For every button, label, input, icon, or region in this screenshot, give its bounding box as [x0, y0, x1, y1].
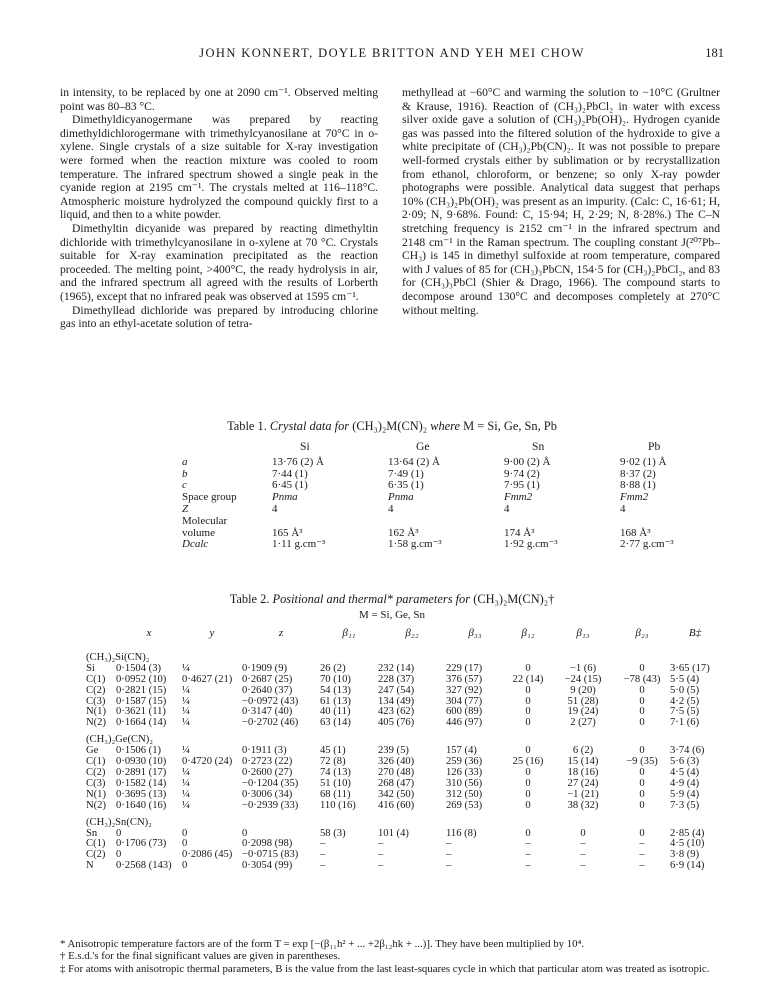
table2-cell: 228 (37) [378, 673, 415, 685]
table1-col-header-label: Si [300, 440, 310, 453]
table1-cell-value: 9·02 (1) Å [620, 455, 667, 468]
table2-cell: 58 (3) [320, 827, 346, 839]
table2-cell: 5·9 (4) [670, 788, 700, 800]
table2-cell: 157 (4) [446, 745, 477, 757]
table2-cell: 2 (27) [570, 717, 596, 729]
table1-col-header [620, 441, 736, 457]
table2-cell: N(2) [86, 717, 107, 729]
table1-col-header-label: Sn [532, 440, 545, 453]
table2-cell: 0 [116, 849, 122, 861]
table2-cell: 134 (49) [378, 695, 415, 707]
table2-cell: – [378, 838, 384, 850]
table2-cell: – [378, 860, 384, 872]
table2-caption-prefix: Table 2. [229, 592, 273, 606]
table2-cell: 0·3621 (11) [116, 706, 166, 718]
table2-cell: 4·5 (10) [670, 838, 705, 850]
table2-cell: 0·4627 (21) [182, 673, 233, 685]
footnote: † E.s.d.'s for the final significant values are given in parentheses. [60, 950, 341, 963]
table2-cell: 446 (97) [446, 717, 483, 729]
table2-cell: ¼ [182, 788, 190, 800]
table1-col-header [504, 441, 620, 457]
table2-cell: 4·2 (5) [670, 695, 700, 707]
table1-col-header [388, 441, 504, 457]
crystal-data-table [182, 441, 736, 551]
table2-cell: 7·5 (5) [670, 706, 700, 718]
table2-cell: 0·2086 (45) [182, 849, 233, 861]
table1-cell-value: Pnma [388, 491, 414, 504]
table1-cell [388, 492, 504, 504]
table2-cell: 0 [639, 766, 645, 778]
table1-cell-value: 7·49 (1) [388, 467, 424, 480]
table2-cell: 326 (40) [378, 756, 415, 768]
table2-cell: 22 (14) [512, 673, 544, 685]
table1-cell-value: 7·95 (1) [504, 479, 540, 492]
table2-cell: – [639, 849, 645, 861]
table2-cell: N(1) [86, 788, 107, 800]
table2-header-row [86, 628, 720, 647]
table2-cell: N(2) [86, 799, 107, 811]
table2-cell: 0 [639, 827, 645, 839]
table2-row [86, 801, 720, 812]
table2-cell: ¼ [182, 777, 190, 789]
table1-cell-value: 1·11 g.cm⁻³ [272, 538, 326, 551]
table2-caption [60, 592, 724, 607]
table2-cell: 2·85 (4) [670, 827, 705, 839]
paragraph: Dimethyllead dichloride was prepared by introducing chlorine gas into an ethyl-acetate solution of tetra- [60, 303, 378, 331]
paragraph: in intensity, to be replaced by one at 2090 cm⁻¹. Observed melting point was 80–83 °C. [60, 86, 378, 113]
table2-cell: 600 (89) [446, 706, 483, 718]
table2-cell: ¼ [182, 706, 190, 718]
table2-cell: 72 (8) [320, 756, 346, 768]
table1-cell-value: 9·74 (2) [504, 467, 540, 480]
table1-cell-value: 9·00 (2) Å [504, 455, 551, 468]
table1-cell-value: 13·76 (2) Å [272, 455, 324, 468]
table2-cell: C(2) [86, 766, 106, 778]
table2-col-header: β₁₂ [521, 627, 535, 639]
table1-row-label-text: a [182, 455, 188, 468]
table2-cell: 4·9 (4) [670, 777, 700, 789]
table1-row-label-text: volume [182, 526, 215, 539]
running-title: JOHN KONNERT, DOYLE BRITTON AND YEH MEI CHOW [199, 46, 585, 60]
table1-row-label-text: Dcalc [182, 538, 209, 551]
table2-cell: 74 (13) [320, 766, 351, 778]
table2-cell: – [446, 838, 452, 850]
table1-cell-value: 2·77 g.cm⁻³ [620, 538, 674, 551]
table1-caption-italic: Crystal data for [269, 419, 353, 433]
table2-group-title: (CH₃)₂Sn(CN)₂ [86, 816, 152, 828]
table1-row [182, 539, 736, 551]
table2-cell: ¼ [182, 766, 190, 778]
table2-cell: C(1) [86, 838, 106, 850]
table1-cell-value: 4 [272, 502, 278, 515]
table1-cell-value: 1·58 g.cm⁻³ [388, 538, 442, 551]
table2-cell: 3·74 (6) [670, 745, 705, 757]
table2-cell: – [580, 860, 586, 872]
table2-cell: 116 (8) [446, 827, 477, 839]
table2-col-header: β₁₁ [342, 627, 356, 639]
positional-parameters-table [86, 628, 720, 872]
table2-cell: 259 (36) [446, 756, 483, 768]
table2-cell: 0 [525, 695, 531, 707]
table2-group-title: (CH₃)₂Si(CN)₂ [86, 651, 150, 663]
table2-cell: 18 (16) [567, 766, 599, 778]
table2-row [86, 686, 720, 697]
table2-cell: 0 [639, 706, 645, 718]
table2-cell: – [525, 849, 531, 861]
table2-cell: 0·2640 (37) [242, 684, 293, 696]
table2-cell: 110 (16) [320, 799, 356, 811]
table2-cell: 101 (4) [378, 827, 409, 839]
table2-cell: 0 [182, 827, 188, 839]
table2-group-row [86, 812, 720, 829]
table2-col-header: β₃₃ [468, 627, 482, 639]
table2-cell: −0·2702 (46) [242, 717, 299, 729]
table1-row [182, 492, 736, 504]
table2-cell: – [580, 849, 586, 861]
table2-cell: – [320, 838, 326, 850]
table2-cell: – [639, 860, 645, 872]
table1-row [182, 504, 736, 516]
table2-cell: 51 (28) [567, 695, 599, 707]
table1-cell [620, 504, 736, 516]
table1-cell [272, 492, 388, 504]
table2-col-header: β₁₃ [576, 627, 590, 639]
table2-cell: 304 (77) [446, 695, 483, 707]
footnote: ‡ For atoms with anisotropic thermal parameters, B is the value from the last least-squares cycle in which that particular atom was treated as isotropic. [60, 962, 710, 975]
table2-cell: 25 (16) [512, 756, 544, 768]
table2-cell: ¼ [182, 717, 190, 729]
table1-cell-value: 8·37 (2) [620, 467, 656, 480]
table2-cell: 269 (53) [446, 799, 483, 811]
table1-col-header [272, 441, 388, 457]
table1-cell-value: 174 Å³ [504, 526, 535, 539]
table2-cell: 0 [639, 745, 645, 757]
table1-caption [60, 419, 724, 434]
table1-cell-value: Fmm2 [504, 491, 533, 504]
table1-row-label [182, 492, 272, 504]
table2-cell: 68 (11) [320, 788, 351, 800]
table2-cell: 0·1911 (3) [242, 745, 287, 757]
table2-cell: 0·2723 (22) [242, 756, 293, 768]
table1-row-label-text: Space group [182, 491, 237, 504]
table1-cell-value: 4 [388, 502, 394, 515]
table2-cell: 0·1506 (1) [116, 745, 162, 757]
table1-col-header-label: Pb [648, 440, 661, 453]
table2-cell: N(1) [86, 706, 107, 718]
table2-cell: 0·3695 (13) [116, 788, 167, 800]
table2-cell: 0·1909 (9) [242, 662, 288, 674]
table2-cell: 126 (33) [446, 766, 483, 778]
table2-cell: 0 [182, 860, 188, 872]
table1-cell-value: 162 Å³ [388, 526, 419, 539]
table2-cell: 232 (14) [378, 662, 415, 674]
table2-cell: 0 [639, 777, 645, 789]
table2-row [86, 861, 720, 872]
table2-cell: 342 (50) [378, 788, 415, 800]
table2-cell: – [378, 849, 384, 861]
table2-cell: 0·2098 (98) [242, 838, 293, 850]
table2-cell: – [580, 838, 586, 850]
table2-cell: 327 (92) [446, 684, 483, 696]
table2-cell: – [320, 849, 326, 861]
table2-col-header: y [209, 627, 215, 639]
table2-cell: – [320, 860, 326, 872]
table1-cell-value: 165 Å³ [272, 526, 303, 539]
table1-cell [272, 539, 388, 551]
table2-cell: 0 [639, 788, 645, 800]
table2-cell: – [525, 838, 531, 850]
table2-cell: 38 (32) [567, 799, 599, 811]
table2-cell: Si [86, 662, 95, 674]
table1-cell-value: 4 [620, 502, 626, 515]
table2-cell: 0 [525, 777, 531, 789]
table2-cell: −0·1204 (35) [242, 777, 299, 789]
table2-cell: 0·0952 (10) [116, 673, 167, 685]
table2-cell: 0·2568 (143) [116, 860, 172, 872]
table2-cell: 5·5 (4) [670, 673, 700, 685]
table1-cell-value: 8·88 (1) [620, 479, 656, 492]
table2-cell: 9 (20) [570, 684, 596, 696]
table2-cell: 0 [580, 827, 586, 839]
table2-cell: 270 (48) [378, 766, 415, 778]
table2-cell: 51 (10) [320, 777, 351, 789]
table1-cell-value: Pnma [272, 491, 298, 504]
table2-cell: 0 [525, 788, 531, 800]
table2-cell: 0 [639, 695, 645, 707]
table2-cell: 5·0 (5) [670, 684, 700, 696]
table2-cell: N [86, 860, 94, 872]
table2-cell: −24 (15) [564, 673, 602, 685]
table2-col-header: β₂₃ [635, 627, 649, 639]
table1-caption-end: M = Si, Ge, Sn, Pb [463, 419, 557, 433]
table2-cell: −1 (21) [567, 788, 599, 800]
table2-cell: 0 [639, 799, 645, 811]
table2-cell: C(3) [86, 777, 106, 789]
table1-caption-where: where [427, 419, 464, 433]
table2-cell: 54 (13) [320, 684, 351, 696]
table2-cell: 70 (10) [320, 673, 351, 685]
table2-cell: 6·9 (14) [670, 860, 705, 872]
table2-col-header: x [146, 627, 152, 639]
paragraph: Dimethyltin dicyanide was prepared by reacting dimethyltin dichloride with trimethylcyanosilane in o-xylene at 70 °C. Crystals suitable for X-ray examination precipitated as the reaction proceeded. The melting point, >400°C, the ready hydrolysis in air, and the infrared spectrum all agreed with the results of Lorberth (1965), except that no infrared peak was observed at 1595 cm⁻¹. [60, 221, 378, 303]
table2-cell: C(2) [86, 684, 106, 696]
table2-subcaption: M = Si, Ge, Sn [358, 609, 426, 621]
table2-cell: 416 (60) [378, 799, 415, 811]
table2-cell: Ge [86, 745, 99, 757]
table1-row-label-text: Z [182, 502, 189, 515]
table1-cell [388, 504, 504, 516]
table1-cell-value: 6·45 (1) [272, 479, 308, 492]
table2-cell: ¼ [182, 695, 190, 707]
table2-cell: 312 (50) [446, 788, 483, 800]
table2-cell: 0·2600 (27) [242, 766, 293, 778]
table2-col-header: B‡ [688, 627, 702, 639]
table2-cell: −0·2939 (33) [242, 799, 299, 811]
table2-cell: ¼ [182, 745, 190, 757]
page-number: 181 [705, 46, 724, 60]
table2-group-row [86, 729, 720, 746]
table2-cell: 7·3 (5) [670, 799, 700, 811]
table1-cell [504, 492, 620, 504]
left-text-column [60, 86, 378, 331]
table2-cell: 0 [525, 684, 531, 696]
table2-cell: 0·1664 (14) [116, 717, 167, 729]
table2-cell: 0 [525, 766, 531, 778]
table2-cell: 45 (1) [320, 745, 346, 757]
table1-row-label [182, 539, 272, 551]
table1-cell [504, 504, 620, 516]
table2-cell: 0·1587 (15) [116, 695, 167, 707]
table2-caption-italic: Positional and thermal* parameters for [272, 592, 474, 606]
table2-cell: −0·0972 (43) [242, 695, 299, 707]
table1-row [182, 516, 736, 528]
table2-cell: 0·1706 (73) [116, 838, 167, 850]
table2-cell: 423 (62) [378, 706, 415, 718]
table2-cell: 310 (56) [446, 777, 483, 789]
table1-cell [272, 504, 388, 516]
table2-cell: 0·3006 (34) [242, 788, 293, 800]
table1-row-label [182, 457, 272, 469]
table2-cell: 6 (2) [572, 745, 594, 757]
table2-cell: 0 [525, 827, 531, 839]
table2-cell: 3·8 (9) [670, 849, 700, 861]
table1-cell-value: 6·35 (1) [388, 479, 424, 492]
table1-row-label [182, 469, 272, 481]
table2-caption-formula: (CH₃)₂M(CN)₂† [473, 592, 555, 606]
table1-cell-value: 4 [504, 502, 510, 515]
table2-cell: 239 (5) [378, 745, 409, 757]
table2-cell: 0 [525, 799, 531, 811]
table2-cell: – [446, 860, 452, 872]
table1-row-label-text: Molecular [182, 514, 228, 527]
table2-cell: ¼ [182, 799, 190, 811]
table1-cell [620, 539, 736, 551]
table2-cell: 405 (76) [378, 717, 415, 729]
table2-cell: 0·2687 (25) [242, 673, 293, 685]
table2-cell: C(3) [86, 695, 106, 707]
table2-cell: 0 [242, 827, 248, 839]
table2-cell: 0 [116, 827, 122, 839]
footnote: * Anisotropic temperature factors are of the form T = exp [−(β₁₁h² + ... +2β₁₂hk + ...)]. They have been multiplied by 10⁴. [60, 938, 585, 950]
table1-cell-value: Fmm2 [620, 491, 649, 504]
table1-row-label-text: c [182, 479, 187, 492]
paragraph: methyllead at −60°C and warming the solution to −10°C (Grultner & Krause, 1916). Reaction of (CH₃)₂PbCl₂ in water with excess silver oxide gave a solution of (CH₃)₂Pb(OH)₂. Hydrogen cyanide gas was passed into the filtered solution of the hydroxide to give a white precipitate of (CH₃)₂Pb(CN)₂. It was not possible to prepare well-formed crystals either by sublimation or by recrystallization from ethanol, chloroform, or benzene; so only X-ray powder photographs were possible. Analytical data suggest that perhaps 10% (CH₃)₂Pb(OH)₂ was present as an impurity. (Calc: C, 16·61; H, 2·09; N, 9·68%. Found: C, 15·94; H, 2·29; N, 8·28%.) The C–N stretching frequency is 2152 cm⁻¹ in the infrared spectrum and 2148 cm⁻¹ in the Raman spectrum. The coupling constant J(²⁰⁷Pb–CH₃) is 145 in dimethyl sulfoxide at room temperature, compared with J values of 85 for (CH₃)₃PbCN, 154·5 for (CH₃)₂PbCl₂, and 83 for (CH₃)₃PbCl (Shier & Drago, 1966). The compound starts to decompose around 130°C and decomposes completely at 270°C without melting. [402, 86, 720, 317]
table1-cell-value: 1·92 g.cm⁻³ [504, 538, 558, 551]
table2-cell: 247 (54) [378, 684, 415, 696]
table2-cell: Sn [86, 827, 98, 839]
table2-col-header [86, 628, 116, 647]
table2-cell: 27 (24) [567, 777, 599, 789]
table1-caption-formula: (CH₃)₂M(CN)₂ [352, 419, 428, 433]
table2-cell: 0 [525, 717, 531, 729]
running-head [60, 46, 724, 66]
paragraph: Dimethyldicyanogermane was prepared by reacting dimethyldichlorogermane with trimethylcyanosilane at 70°C in o-xylene. Single crystals of a size suitable for X-ray investigation were formed when the reaction mixture was cooled to room temperature. The infrared spectrum showed a single peak in the cyanide region at 2195 cm⁻¹. The crystals melted at 116–118°C. Atmospheric moisture hydrolyzed the compound quickly first to a liquid, and then to a white powder. [60, 113, 378, 222]
table2-cell: 0·3054 (99) [242, 860, 293, 872]
table1-cell [388, 539, 504, 551]
table2-cell: 0·1640 (16) [116, 799, 167, 811]
table2-row [86, 675, 720, 686]
table2-cell: C(1) [86, 756, 106, 768]
table2-cell: C(2) [86, 849, 106, 861]
table2-cell: 0 [525, 706, 531, 718]
table2-cell: 229 (17) [446, 662, 483, 674]
table2-cell: 40 (11) [320, 706, 351, 718]
table1-cell [504, 539, 620, 551]
table1-header-blank [182, 441, 272, 457]
table2-cell: 7·1 (6) [670, 717, 700, 729]
table2-cell: 376 (57) [446, 673, 483, 685]
table2-cell: C(1) [86, 673, 106, 685]
table2-cell: 0 [525, 745, 531, 757]
table2-cell: 63 (14) [320, 717, 351, 729]
table2-cell: 0·0930 (10) [116, 756, 167, 768]
table1-cell-value: 13·64 (2) Å [388, 455, 440, 468]
table2-cell: −78 (43) [623, 673, 661, 685]
table2-cell: – [525, 860, 531, 872]
table2-cell: 0 [525, 662, 531, 674]
table2-col-header: β₂₂ [405, 627, 419, 639]
table1-cell-value: 168 Å³ [620, 526, 651, 539]
table2-cell: −1 (6) [569, 662, 597, 674]
table2-cell: 0 [639, 717, 645, 729]
table2-cell: 0 [182, 838, 188, 850]
table1-caption-prefix: Table 1. [227, 419, 270, 433]
table2-row [86, 718, 720, 729]
table2-cell: −0·0715 (83) [242, 849, 299, 861]
table2-group-row [86, 647, 720, 664]
table1-cell [620, 492, 736, 504]
table2-cell: 268 (47) [378, 777, 415, 789]
table2-cell: 0 [639, 662, 645, 674]
table2-cell: 0·2821 (15) [116, 684, 167, 696]
table2-cell: 61 (13) [320, 695, 351, 707]
table1-header-row [182, 441, 736, 457]
table2-cell: 0·1504 (3) [116, 662, 162, 674]
table1-cell-value: 7·44 (1) [272, 467, 308, 480]
right-text-column [402, 86, 720, 317]
table1-row-label-text: b [182, 467, 188, 480]
table2-cell: −9 (35) [626, 756, 658, 768]
table2-cell: – [446, 849, 452, 861]
table2-cell: 19 (24) [567, 706, 599, 718]
table2-cell: 5·6 (3) [670, 756, 700, 768]
table2-cell: ¼ [182, 684, 190, 696]
table2-cell: 0·4720 (24) [182, 756, 233, 768]
table2-cell: 3·65 (17) [670, 662, 710, 674]
table2-col-header: z [278, 627, 284, 639]
table-footnotes [60, 938, 724, 975]
table2-cell: ¼ [182, 662, 190, 674]
table2-group-title: (CH₃)₂Ge(CN)₂ [86, 734, 153, 746]
table2-cell: 0·3147 (40) [242, 706, 293, 718]
table2-cell: 0·2891 (17) [116, 766, 167, 778]
table2-cell: 26 (2) [320, 662, 346, 674]
table1-col-header-label: Ge [416, 440, 430, 453]
table2-cell: 0 [639, 684, 645, 696]
table2-cell: – [639, 838, 645, 850]
table2-cell: 4·5 (4) [670, 766, 700, 778]
table2-cell: 15 (14) [567, 756, 599, 768]
table1-row [182, 480, 736, 492]
table2-cell: 0·1582 (14) [116, 777, 167, 789]
